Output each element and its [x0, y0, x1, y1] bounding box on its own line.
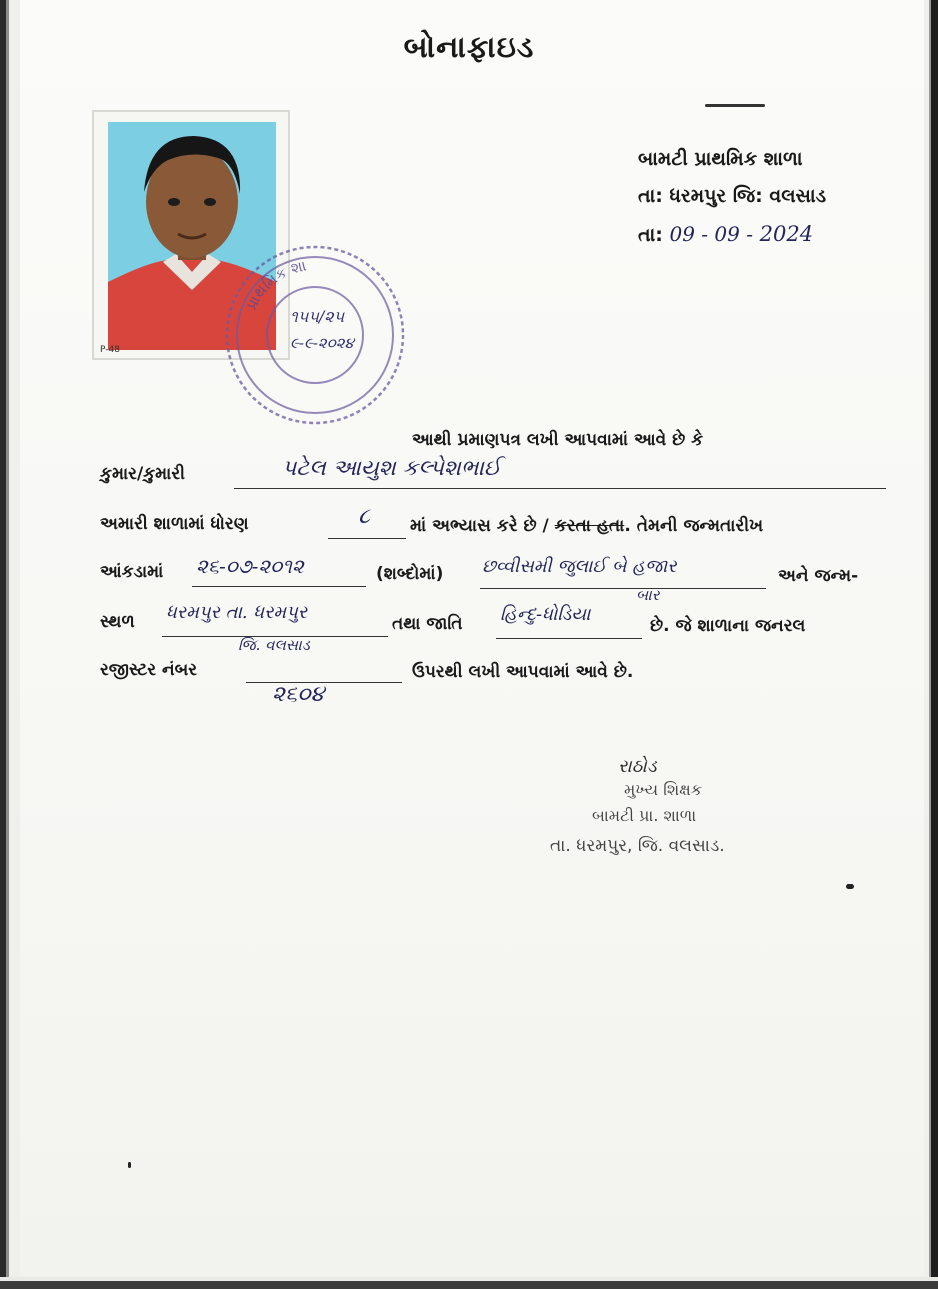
signature-scribble: રાઠોડ [618, 756, 657, 777]
study-text-b: . તેમની જન્મતારીખ [624, 516, 764, 536]
closing-line: ઉપરથી લખી આપવામાં આવે છે. [412, 662, 634, 682]
photo-tag: P-48 [100, 345, 120, 355]
caste-label: તથા જાતિ [392, 614, 463, 634]
place-label: સ્થળ [100, 612, 135, 632]
birth-place-handwritten-2: જિ. વલસાડ [238, 636, 310, 654]
general-register-text: છે. જે શાળાના જનરલ [650, 616, 806, 636]
intro-line: આથી પ્રમાણપત્ર લખી આપવામાં આવે છે કે [412, 430, 704, 450]
std-underline [328, 538, 406, 539]
signature-title: મુખ્ય શિક્ષક [624, 780, 703, 799]
school-address: તા: ધરમપુર જિ: વલસાડ [638, 185, 827, 207]
seal-handwritten-number: ૧૫૫/૨૫ [290, 307, 345, 326]
words-underline [480, 588, 766, 589]
caste-underline [496, 638, 642, 639]
scan-edge-right [924, 0, 938, 1289]
scan-edge-bottom [0, 1277, 938, 1289]
svg-text:પ્રાથમિક શા [242, 256, 308, 312]
date-line [638, 222, 813, 246]
study-text-a: માં અભ્યાસ કરે છે / [410, 516, 555, 536]
dob-underline [192, 586, 366, 587]
ink-speck [846, 884, 854, 889]
words-label: (શબ્દોમાં) [376, 564, 444, 584]
std-handwritten: ૮ [358, 504, 371, 529]
scan-edge-left [0, 0, 20, 1289]
page-title: બોનાફાઇડ [403, 30, 535, 65]
study-text-struck: કરતા હતા [554, 516, 625, 536]
signature-address: તા. ધરમપુર, જિ. વલસાડ. [550, 836, 725, 856]
and-birth-text: અને જન્મ- [778, 566, 859, 586]
birth-place-handwritten: ધરમપુર તા. ધરમપુર [166, 602, 308, 623]
dob-words-handwritten-2: બાર [636, 586, 660, 604]
study-text [410, 516, 763, 536]
name-label: કુમાર/કુમારી [100, 464, 185, 484]
seal-handwritten-date: ૯-૯-૨૦૨૪ [290, 334, 354, 352]
school-seal-stamp [220, 240, 410, 430]
date-year: 2024 [759, 222, 814, 246]
register-label: રજીસ્ટર નંબર [100, 660, 198, 680]
dob-handwritten: ૨૬-૦૭-૨૦૧૨ [196, 554, 304, 578]
student-name-handwritten: પટેલ આયુશ કલ્પેશભાઈ [282, 456, 501, 481]
date-handwritten: 09 - 09 - [669, 222, 753, 246]
caste-handwritten: હિન્દુ-ધોડિયા [500, 604, 591, 625]
register-number-handwritten: ૨૬૦૪ [272, 682, 325, 707]
dob-words-handwritten: છવ્વીસમી જુલાઈ બે હજાર [482, 556, 677, 577]
std-label: અમારી શાળામાં ધોરણ [100, 514, 249, 534]
name-underline [234, 488, 886, 489]
ink-speck [128, 1162, 131, 1168]
school-name: બામટી પ્રાથમિક શાળા [638, 148, 803, 170]
pen-mark [705, 104, 765, 107]
date-prefix: તા: [638, 224, 663, 246]
signature-school: બામટી પ્રા. શાળા [592, 806, 697, 825]
dob-label: આંકડામાં [100, 562, 164, 582]
seal-ring-text: પ્રાથમિક શા [241, 256, 308, 313]
